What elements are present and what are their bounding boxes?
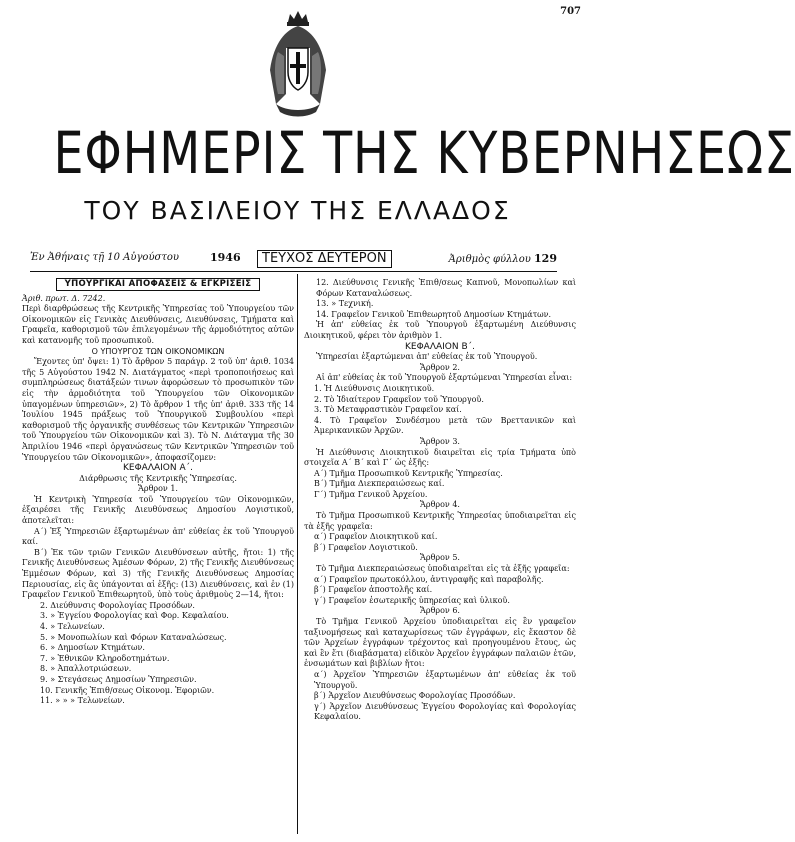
article-3-list [304,469,576,501]
list-item: Α΄) Τμῆμα Προσωπικοῦ Κεντρικῆς Ὑπηρεσίας. [314,468,503,478]
list-item: 2. Διεύθυνσις Φορολογίας Προσόδων. [40,600,195,610]
article-1-item-a: Α΄) Ἐξ Ὑπηρεσιῶν ἐξαρτωμένων ἀπ' εὐθείας ἐκ τοῦ Ὑπουργοῦ καί. [22,526,294,547]
list-item: γ΄) Γραφεῖον ἐσωτερικῆς ὑπηρεσίας καὶ ὑλικοῦ. [314,595,510,605]
issue-year: 1946 [210,251,241,264]
list-item: 4. » Τελωνείων. [40,622,105,631]
chapter-b-heading: ΚΕΦΑΛΑΙΟΝ Β΄. [404,341,475,352]
protocol-number: Ἀριθ. πρωτ. Δ. 7242. [22,293,106,303]
article-2-heading: Ἄρθρον 2. [420,362,460,372]
article-5-text: Τὸ Τμῆμα Διεκπεραιώσεως ὑποδιαιρεῖται εἰς τὰ ἑξῆς γραφεῖα: [316,564,570,574]
list-item: 9. » Στεγάσεως Δημοσίων Ὑπηρεσιῶν. [40,674,197,684]
list-item: γ΄) Ἀρχεῖον Διευθύνσεως Ἐγγείου Φορολογίας καὶ Φορολογίας Κεφαλαίου. [314,701,576,722]
list-item: Γ΄) Τμῆμα Γενικοῦ Ἀρχείου. [314,489,428,499]
directorate-list [22,601,294,707]
list-item: Β΄) Τμῆμα Διεκπεραιώσεως καί. [314,479,445,489]
list-item: β΄) Γραφεῖον ἀποστολῆς καί. [314,585,433,595]
list-item: 8. » Ἀπαλλοτριώσεων. [40,664,132,674]
gazette-title: ΕΦΗΜΕΡΙΣ ΤΗΣ ΚΥΒΕΡΝΗΣΕΩΣ [53,119,795,187]
gazette-subtitle: ΤΟΥ ΒΑΣΙΛΕΙΟΥ ΤΗΣ ΕΛΛΑΔΟΣ [84,196,511,225]
article-1-heading: Ἄρθρον 1. [138,484,178,494]
article-5-list [304,575,576,607]
sheet-number: 129 [534,252,557,265]
section-band: ΥΠΟΥΡΓΙΚΑΙ ΑΠΟΦΑΣΕΙΣ & ΕΓΚΡΙΣΕΙΣ [56,278,260,291]
list-item: 7. » Ἐθνικῶν Κληροδοτημάτων. [40,653,170,663]
list-item: 4. Τὸ Γραφεῖον Συνδέσμου μετὰ τῶν Βρεττανικῶν καὶ Ἀμερικανικῶν Ἀρχῶν. [314,415,576,436]
list-item: 3. Τὸ Μεταφραστικὸν Γραφεῖον καί. [314,405,462,415]
list-item: 1. Ἡ Διεύθυνσις Διοικητικοῦ. [314,383,435,393]
chapter-b-title: Ὑπηρεσίαι ἐξαρτώμεναι ἀπ' εὐθείας ἐκ τοῦ Ὑπουργοῦ. [316,352,538,362]
article-3-text: Ἡ Διεύθυνσις Διοικητικοῦ διαιρεῖται εἰς τρία Τμήματα ὑπὸ στοιχεῖα Α΄ Β΄ καὶ Γ΄ ὡς ἑξῆς: [304,447,576,468]
article-1-item-b: Β΄) Ἐκ τῶν τριῶν Γενικῶν Διευθύνσεων αὐτῆς, ἤτοι: 1) τῆς Γενικῆς Διευθύνσεως Ἀμέσων Φόρων, 2) τῆς Γενικῆς Διευθύνσεως Ἐμμέσων Φόρων, καὶ 3) τῆς Γενικῆς Διευθύνσεως Δημοσίας Περιουσίας, εἰς ἃς ὑπάγονται αἱ ἑξῆς: (13) Διευθύνσεις, καὶ ἐν (1) Γραφεῖον Γενικοῦ Ἐπιθεωρητοῦ, ὑπὸ τοὺς ἀριθμοὺς 2—14, ἤτοι: [22,547,294,600]
list-item: 10. Γενικῆς Ἐπιθ/σεως Οἰκονομ. Ἐφοριῶν. [40,685,215,695]
issue-volume-box: ΤΕΥΧΟΣ ΔΕΥΤΕΡΟΝ [257,250,392,268]
article-4-text: Τὸ Τμῆμα Προσωπικοῦ Κεντρικῆς Ὑπηρεσίας ὑποδιαιρεῖται εἰς τὰ ἑξῆς γραφεῖα: [304,511,576,531]
minister-heading: Ο ΥΠΟΥΡΓΟΣ ΤΩΝ ΟΙΚΟΝΟΜΙΚΩΝ [91,346,225,356]
article-6-list [304,670,576,723]
list-item-14: 14. Γραφεῖον Γενικοῦ Ἐπιθεωρητοῦ Δημοσίων Κτημάτων. [316,309,552,319]
article-6-text: Τὸ Τμῆμα Γενικοῦ Ἀρχείου ὑποδιαιρεῖται εἰς ἓν γραφεῖον ταξινομήσεως καὶ καταχωρίσεως τῶν ἐγγράφων, εἰς ἕκαστον δὲ τῶν Ἀρχείων ἐγγράφων τρέχοντος καὶ προηγουμένου ἔτους, ὡς καὶ ἓν ἕτι (διαβάσματα) εἰδικὸν Ἀρχεῖον ἐγγράφων παλαιῶν ἐτῶν, ἐνσωμάτων καὶ βιβλίων ἤτοι: [304,617,576,669]
list-item: α΄) Γραφεῖον πρωτοκόλλου, ἀντιγραφῆς καὶ παραβολῆς. [314,574,544,584]
list-item: β΄) Ἀρχεῖον Διευθύνσεως Φορολογίας Προσόδων. [314,691,516,701]
list-item: α΄) Γραφεῖον Διοικητικοῦ καί. [314,532,438,542]
issue-sheet-number [449,252,557,265]
chapter-a-title: Διάρθρωσις τῆς Κεντρικῆς Ὑπηρεσίας. [79,473,237,483]
decision-summary: Περὶ διαρθρώσεως τῆς Κεντρικῆς Ὑπηρεσίας τοῦ Ὑπουργείου τῶν Οἰκονομικῶν εἰς Γενικὰς Διευθύνσεις, Διευθύνσεις, Τμήματα καὶ Γραφεῖα, καθορισμοῦ τῶν ἐπιλεγομένων τῆς ἁρμοδιότητος αὐτῶν καὶ κατανομῆς τοῦ προσωπικοῦ. [22,304,294,345]
article-1-text: Ἡ Κεντρικὴ Ὑπηρεσία τοῦ Ὑπουργείου τῶν Οἰκονομικῶν, ἐξαιρέσει τῆς Γενικῆς Διευθύνσεως Δημοσίου Λογιστικοῦ, ἀποτελεῖται: [22,494,294,526]
list-item-13: 13. » Τεχνική. [316,299,374,309]
list-item: β΄) Γραφεῖον Λογιστικοῦ. [314,542,418,552]
article-3-heading: Ἄρθρον 3. [420,436,460,446]
page-number: 707 [560,6,581,17]
article-6-heading: Ἄρθρον 6. [420,606,460,616]
list-item: α΄) Ἀρχεῖον Ὑπηρεσιῶν ἐξαρτωμένων ἀπ' εὐθείας ἐκ τοῦ Ὑπουργοῦ. [314,669,576,690]
sheet-label: Ἀριθμὸς φύλλου [448,254,531,265]
royal-coat-of-arms-icon [266,8,330,124]
list-item: 11. » » » Τελωνείων. [40,696,125,706]
list-item-12: 12. Διεύθυνσις Γενικῆς Ἐπιθ/σεως Καπνοῦ, Μονοπωλίων καὶ Φόρων Καταναλώσεως. [316,278,576,298]
article-4-heading: Ἄρθρον 4. [420,500,460,510]
list-item: 6. » Δημοσίων Κτημάτων. [40,643,145,653]
column-divider [297,274,298,834]
left-column [22,278,294,707]
article-5-heading: Ἄρθρον 5. [420,553,460,563]
header-rule [30,271,557,272]
list-item: 5. » Μονοπωλίων καὶ Φόρων Καταναλώσεως. [40,632,227,642]
right-column [304,278,576,723]
preamble: Ἔχοντες ὑπ' ὄψει: 1) Τὸ ἄρθρον 5 παράγρ. 2 τοῦ ὑπ' ἀριθ. 1034 τῆς 5 Αὐγούστου 1942 Ν. Διατάγματος «περὶ τροποποιήσεως καὶ συμπληρώσεως διατάξεών τινων ἀφορώσεων τὸ προσωπικὸν τῶν εἰς τὴν ἁρμοδιότητα τοῦ Ὑπουργείου τῶν Οἰκονομικῶν ὑπαγομένων ὑπηρεσιῶν», 2) Τὸ ἄρθρον 1 τῆς ὑπ' ἀριθ. 333 τῆς 14 Ἰουλίου 1945 πράξεως τοῦ Ὑπουργικοῦ Συμβουλίου «περὶ καθορισμοῦ τῆς ὀργανικῆς συνθέσεως τῶν Κεντρικῶν Ὑπηρεσιῶν τοῦ Ὑπουργείου τῶν Οἰκονομικῶν καὶ 3). Τὸ Ν. Διάταγμα τῆς 30 Ἀπριλίου 1946 «περὶ ὀργανώσεως τῶν Κεντρικῶν Ὑπηρεσιῶν τοῦ Ὑπουργείου τῶν Οἰκονομικῶν», ἀποφασίζομεν: [22,357,294,462]
list-item: 2. Τὸ Ἰδιαίτερον Γραφεῖον τοῦ Ὑπουργοῦ. [314,394,484,404]
directorate-note: Ἡ ἀπ' εὐθείας ἐκ τοῦ Ὑπουργοῦ ἐξαρτωμένη Διεύθυνσις Διοικητικοῦ, φέρει τὸν ἀριθμὸν 1. [304,320,576,340]
article-4-list [304,532,576,553]
list-item: 3. » Ἐγγείου Φορολογίας καὶ Φορ. Κεφαλαίου. [40,611,229,621]
issue-line [30,250,557,268]
issue-date: Ἐν Ἀθήναις τῇ 10 Αὐγούστου [30,252,179,263]
article-2-list [304,384,576,437]
chapter-a-heading: ΚΕΦΑΛΑΙΟΝ Α΄. [123,463,193,474]
article-2-text: Αἱ ἀπ' εὐθείας ἐκ τοῦ Ὑπουργοῦ ἐξαρτώμεναι Ὑπηρεσίαι εἶναι: [316,373,573,383]
